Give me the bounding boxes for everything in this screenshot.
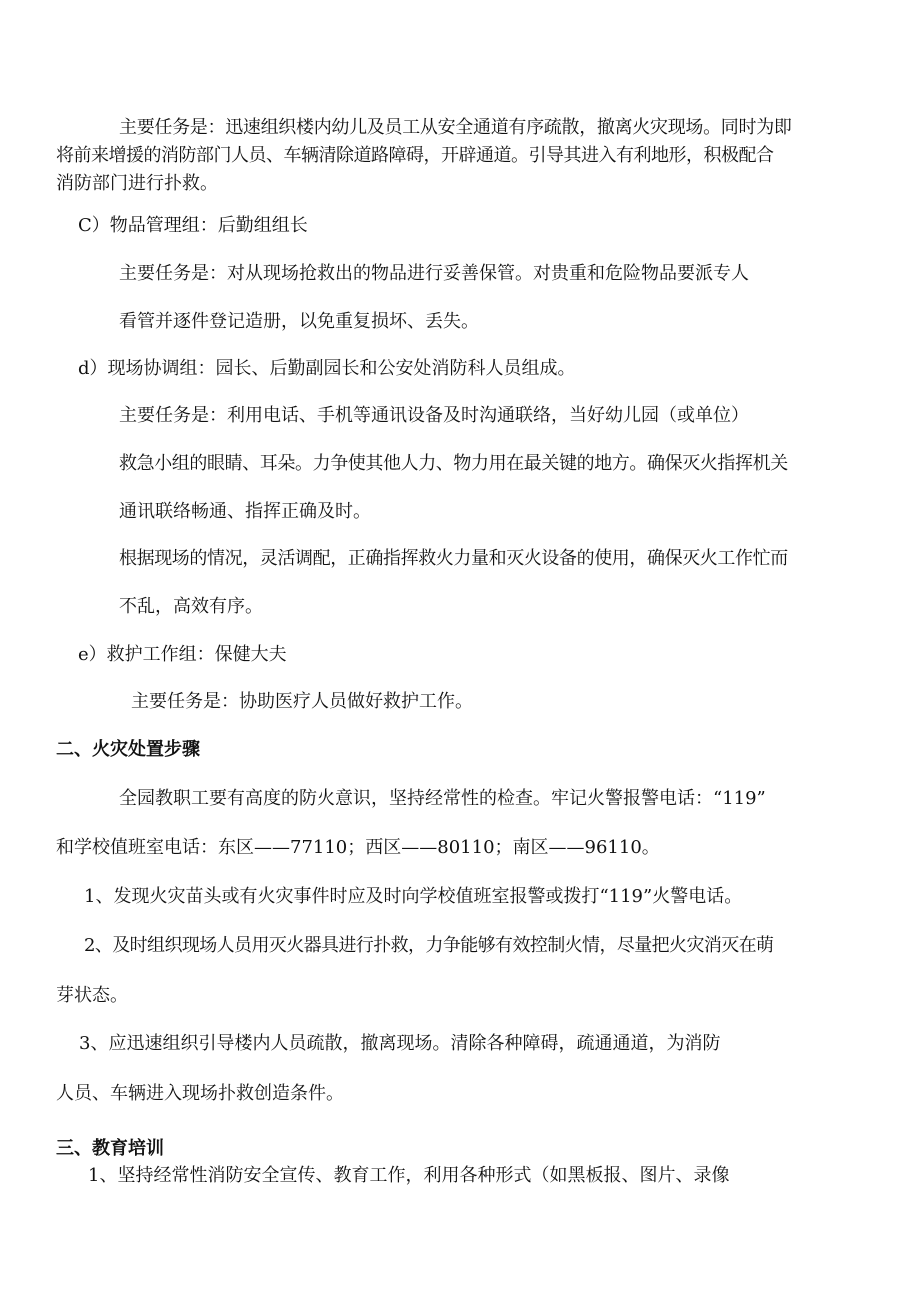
paragraph-line: 消防部门进行扑救。 xyxy=(56,173,218,194)
paragraph-line: 主要任务是：协助医疗人员做好救护工作。 xyxy=(131,691,473,712)
numbered-item: 1、发现火灾苗头或有火灾事件时应及时向学校值班室报警或拨打“119”火警电话。 xyxy=(84,886,743,907)
paragraph-line: 根据现场的情况，灵活调配，正确指挥救火力量和灭火设备的使用，确保灭火工作忙而 xyxy=(119,548,788,569)
paragraph-line: 芽状态。 xyxy=(56,985,128,1006)
paragraph-line: 不乱，高效有序。 xyxy=(119,596,263,617)
paragraph-line: 看管并逐件登记造册，以免重复损坏、丢失。 xyxy=(119,311,479,332)
section-heading: 二、火灾处置步骤 xyxy=(56,739,200,760)
numbered-item: 3、应迅速组织引导楼内人员疏散，撤离现场。清除各种障碍，疏通通道，为消防 xyxy=(79,1033,721,1054)
paragraph-line: 主要任务是：对从现场抢救出的物品进行妥善保管。对贵重和危险物品要派专人 xyxy=(119,263,749,284)
paragraph-line: 和学校值班室电话：东区——77110；西区——80110；南区——96110。 xyxy=(56,837,660,858)
paragraph-line: 通讯联络畅通、指挥正确及时。 xyxy=(119,501,371,522)
list-item-heading: C）物品管理组：后勤组组长 xyxy=(78,215,308,236)
paragraph-line: 救急小组的眼睛、耳朵。力争使其他人力、物力用在最关键的地方。确保灭火指挥机关 xyxy=(119,453,788,474)
paragraph-line: 全园教职工要有高度的防火意识，坚持经常性的检查。牢记火警报警电话：“119” xyxy=(119,788,766,809)
section-heading: 三、教育培训 xyxy=(56,1138,164,1159)
paragraph-line: 主要任务是：利用电话、手机等通讯设备及时沟通联络，当好幼儿园（或单位） xyxy=(119,405,749,426)
list-item-heading: e）救护工作组：保健大夫 xyxy=(78,644,287,665)
numbered-item: 1、坚持经常性消防安全宣传、教育工作，利用各种形式（如黑板报、图片、录像 xyxy=(88,1165,730,1186)
paragraph-line: 人员、车辆进入现场扑救创造条件。 xyxy=(56,1083,344,1104)
numbered-item: 2、及时组织现场人员用灭火器具进行扑救，力争能够有效控制火情，尽量把火灾消灭在萌 xyxy=(84,935,774,956)
paragraph-line: 将前来增援的消防部门人员、车辆清除道路障碍，开辟通道。引导其进入有利地形，积极配合 xyxy=(56,145,774,166)
list-item-heading: d）现场协调组：园长、后勤副园长和公安处消防科人员组成。 xyxy=(78,358,576,379)
paragraph-line: 主要任务是：迅速组织楼内幼儿及员工从安全通道有序疏散，撤离火灾现场。同时为即 xyxy=(119,117,792,138)
